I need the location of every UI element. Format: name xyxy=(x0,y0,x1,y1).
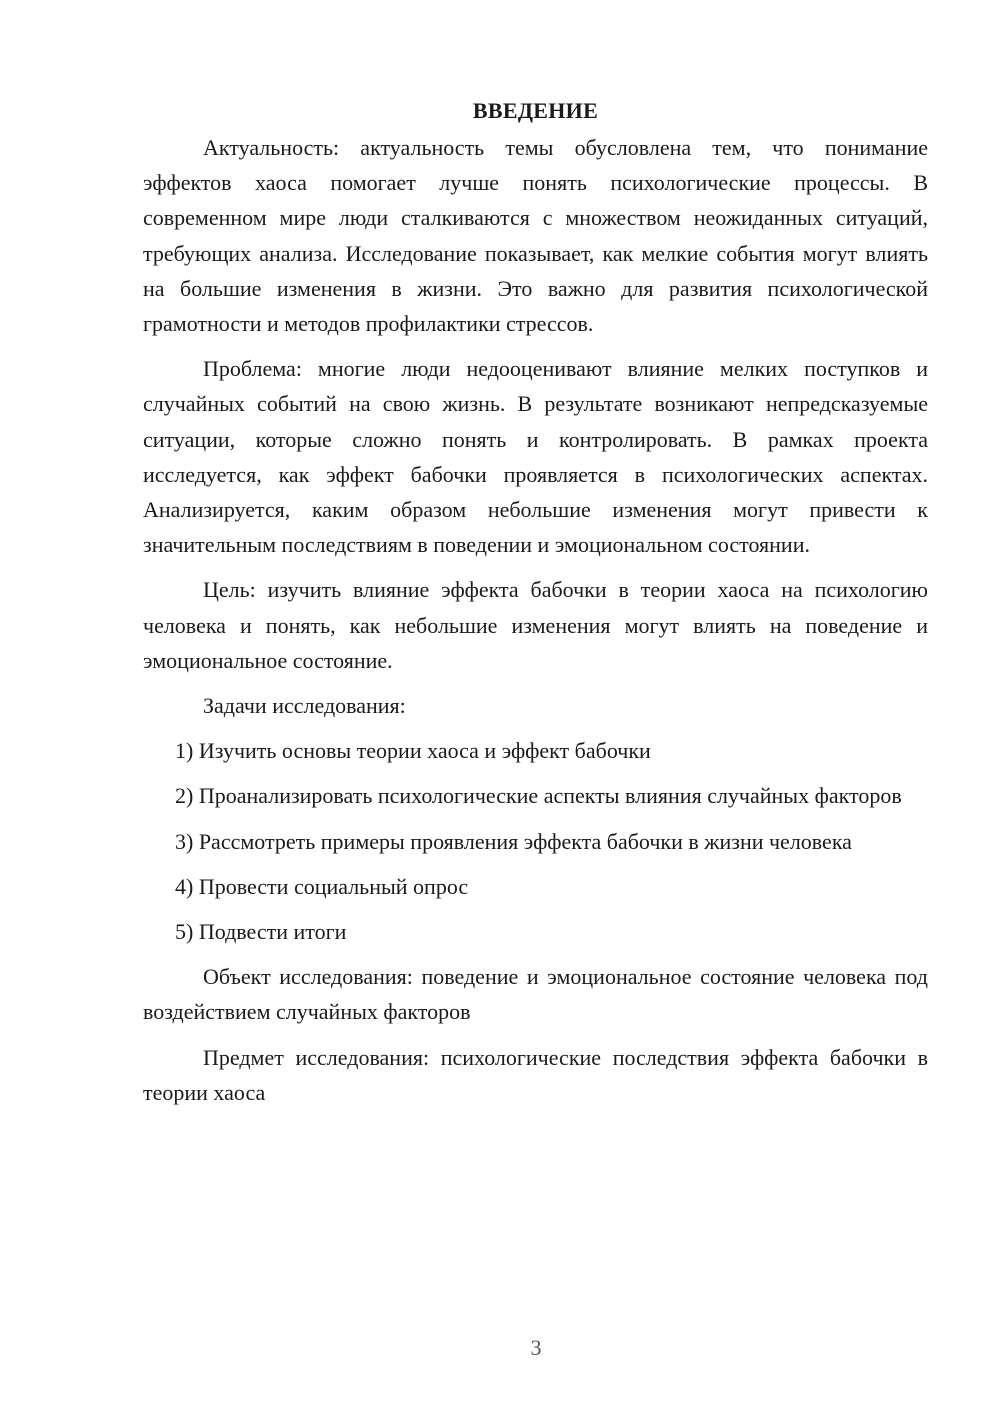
subject-paragraph: Предмет исследования: психологические последствия эффекта бабочки в теории хаоса xyxy=(143,1044,928,1105)
tasks-heading: Задачи исследования: xyxy=(203,693,406,719)
task-item: 1) Изучить основы теории хаоса и эффект бабочки xyxy=(175,738,651,764)
object-paragraph: Объект исследования: поведение и эмоциональное состояние человека под воздействием случайных факторов xyxy=(143,964,928,1025)
goal-paragraph: Цель: изучить влияние эффекта бабочки в теории хаоса на психологию человека и понять, как небольшие изменения могут влиять на поведение и эмоциональное состояние. xyxy=(143,577,928,673)
task-item: 5) Подвести итоги xyxy=(175,919,347,945)
relevance-paragraph: Актуальность: актуальность темы обусловлена тем, что понимание эффектов хаоса помогает лучше понять психологические процессы. В современном мире люди сталкиваются с множеством неожиданных ситуаций, требующих анализа. Исследование показывает, как мелкие события могут влиять на большие изменения в жизни. Это важно для развития психологической грамотности и методов профилактики стрессов. xyxy=(143,135,928,337)
problem-paragraph: Проблема: многие люди недооценивают влияние мелких поступков и случайных событий на свою жизнь. В результате возникают непредсказуемые ситуации, которые сложно понять и контролировать. В рамках проекта исследуется, как эффект бабочки проявляется в психологических аспектах. Анализируется, каким образом небольшие изменения могут привести к значительным последствиям в поведении и эмоциональном состоянии. xyxy=(143,356,928,558)
task-item: 2) Проанализировать психологические аспекты влияния случайных факторов xyxy=(175,783,902,809)
document-page xyxy=(143,96,928,1120)
page-title: ВВЕДЕНИЕ xyxy=(472,98,599,123)
task-item: 3) Рассмотреть примеры проявления эффекта бабочки в жизни человека xyxy=(175,828,852,854)
task-item: 4) Провести социальный опрос xyxy=(175,873,469,899)
page-number: 3 xyxy=(530,1335,542,1360)
